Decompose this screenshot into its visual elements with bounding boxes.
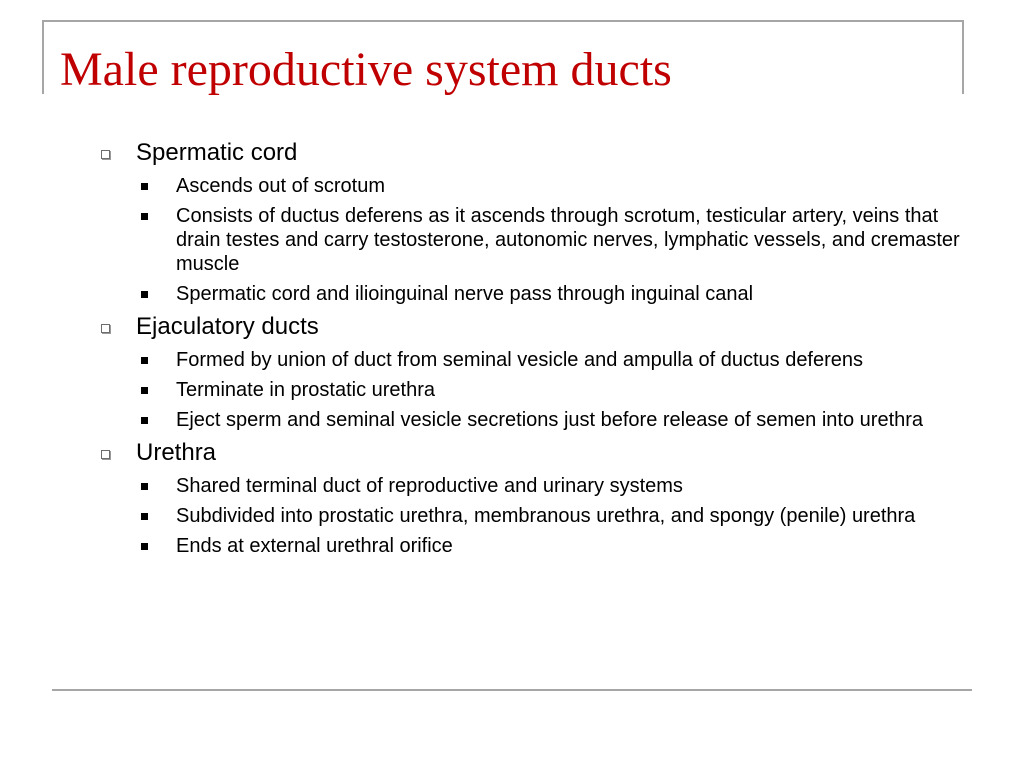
filled-square-bullet-icon (141, 417, 148, 424)
hollow-square-bullet-icon (101, 324, 110, 333)
section-heading: Ejaculatory ducts (136, 313, 319, 340)
hollow-square-bullet-icon (101, 450, 110, 459)
list-item-text: Spermatic cord and ilioinguinal nerve pass through inguinal canal (176, 283, 754, 305)
list-item (98, 174, 978, 198)
list-item (98, 504, 978, 528)
filled-square-bullet-icon (141, 513, 148, 520)
list-item-text: Ascends out of scrotum (176, 175, 385, 197)
slide-frame-top (42, 20, 964, 22)
list-item-text: Ends at external urethral orifice (176, 535, 453, 557)
filled-square-bullet-icon (141, 183, 148, 190)
slide-content (98, 138, 978, 558)
section-heading: Urethra (136, 439, 217, 466)
list-item-text: Shared terminal duct of reproductive and urinary systems (176, 475, 683, 497)
filled-square-bullet-icon (141, 357, 148, 364)
filled-square-bullet-icon (141, 387, 148, 394)
filled-square-bullet-icon (141, 291, 148, 298)
list-item-text: Terminate in prostatic urethra (176, 379, 436, 401)
list-item (98, 378, 978, 402)
slide-frame-right (962, 20, 964, 94)
bottom-divider (52, 689, 972, 691)
filled-square-bullet-icon (141, 543, 148, 550)
list-item-text: Formed by union of duct from seminal vesicle and ampulla of ductus deferens (176, 349, 864, 371)
section-spermatic-cord (98, 138, 978, 168)
list-item (98, 348, 978, 372)
section-heading: Spermatic cord (136, 139, 298, 166)
section-ejaculatory-ducts (98, 312, 978, 342)
list-item-text: Consists of ductus deferens as it ascends through scrotum, testicular artery, veins that drain testes and carry testosterone, autonomic nerves, lymphatic vessels, and cremaster muscle (176, 205, 960, 275)
slide-title: Male reproductive system ducts (60, 43, 672, 96)
list-item-text: Eject sperm and seminal vesicle secretions just before release of semen into urethra (176, 409, 924, 431)
filled-square-bullet-icon (141, 483, 148, 490)
list-item (98, 408, 978, 432)
hollow-square-bullet-icon (101, 150, 110, 159)
list-item (98, 282, 978, 306)
filled-square-bullet-icon (141, 213, 148, 220)
list-item (98, 534, 978, 558)
slide-frame-left (42, 20, 44, 94)
list-item (98, 204, 978, 276)
section-urethra (98, 438, 978, 468)
list-item (98, 474, 978, 498)
list-item-text: Subdivided into prostatic urethra, membranous urethra, and spongy (penile) urethra (176, 505, 916, 527)
